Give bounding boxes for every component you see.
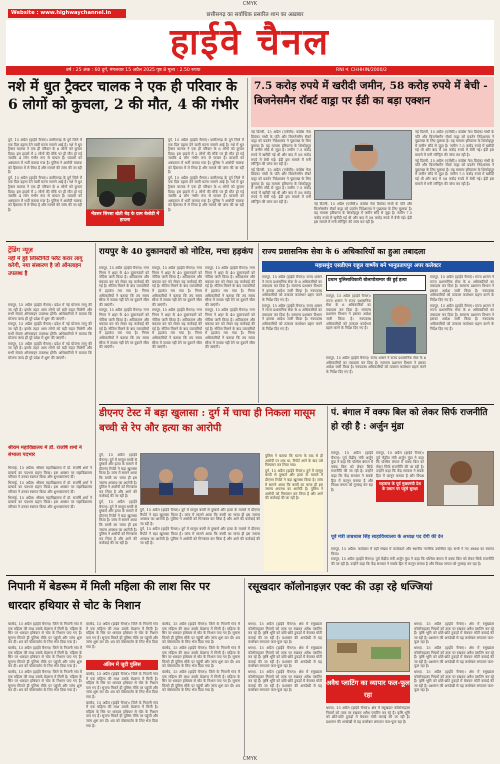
divider-vertical-left [95,243,96,573]
story4-body-col3: रायपुर, 15 अप्रैल (हाईवे चैनल)। राज्य शासन ने राज्य प्रशासनिक सेवा के 6 अधिकारियों का तबादला कर दिया है। सामान्य प्रशासन विभाग ने इसका आदेश जारी किया है। नवपदस्थ अधिकारियों को तत्काल कार्यभार ग्रहण करने के निर्देश दिए गए हैं। रायपुर, 15 अप्रैल (हाईवे चैनल)। राज्य शासन ने राज्य प्रशासनिक सेवा के 6 अधिकारियों का तबादला कर दिया है। सामान्य प्रशासन विभाग ने इसका आदेश जारी किया है। नवपदस्थ अधिकारियों को तत्काल कार्यभार ग्रहण करने के निर्देश दिए गए हैं। [430,275,494,331]
story1-headline: नशे में धुत ट्रैक्टर चालक ने एक ही परिवार के 6 लोगों को कुचला, 2 की मौत, 4 की गंभीर [8,79,239,113]
story1-body-col3: दुर्ग, 15 अप्रैल (हाईवे चैनल)। छत्तीसगढ़ के दुर्ग जिले में एक दिल दहला देने वाली घटना सामने आई है। नशे में धुत ट्रैक्टर चालक ने एक ही परिवार के 6 लोगों को कुचल दिया। इस हादसे में 2 लोगों की मौके पर ही मौत हो गई जबकि 4 लोग गंभीर रूप से घायल हैं। घायलों को अस्पताल में भर्ती कराया गया है। पुलिस ने आरोपी चालक को हिरासत में ले लिया है और मामले की जांच की जा रही है। दुर्ग, 15 अप्रैल (हाईवे चैनल)। छत्तीसगढ़ के दुर्ग जिले में एक दिल दहला देने वाली घटना सामने आई है। नशे में धुत ट्रैक्टर चालक ने एक ही परिवार के 6 लोगों को कुचल दिया। इस हादसे में 2 लोगों की मौके पर ही मौत हो गई जबकि 4 लोग गंभीर रूप से घायल हैं। घायलों को अस्पताल में भर्ती कराया गया है। पुलिस ने आरोपी चालक को हिरासत में ले लिया है और मामले की जांच की जा रही है। [168,138,244,212]
dateline: वर्ष : 25 अंक : 60 दुर्ग, मंगलवार 15 अप्रैल 2025 पृष्ठ 8 मूल्य : 2.50 रुपया [66,68,201,73]
divider-vertical-top [247,78,248,240]
story3-body-col2: रायपुर, 15 अप्रैल (हाईवे चैनल)। नगर निगम ने शहर के 40 दुकानदारों को नोटिस जारी किया है। अतिक्रमण और बकाया कर को लेकर यह कार्रवाई की गई है। नोटिस मिलने के बाद व्यापारियों में हड़कंप मच गया है। निगम अधिकारियों ने बताया कि तय समय सीमा में जवाब नहीं देने पर दुकानें सील की जाएंगी। रायपुर, 15 अप्रैल (हाईवे चैनल)। नगर निगम ने शहर के 40 दुकानदारों को नोटिस जारी किया है। अतिक्रमण और बकाया कर को लेकर यह कार्रवाई की गई है। नोटिस मिलने के बाद व्यापारियों में हड़कंप मच गया है। निगम अधिकारियों ने बताया कि तय समय सीमा में जवाब नहीं देने पर दुकानें सील की जाएंगी। [152,266,202,350]
story2-photo [314,130,412,200]
story2-body-col1: नई दिल्ली, 15 अप्रैल (एजेंसी)। कांग्रेस नेता प्रियंका गांधी के पति और बिजनेसमैन रॉबर्ट वाड्रा को प्रवर्तन निदेशालय ने पूछताछ के लिए बुलाया है। यह मामला हरियाणा के शिकोहपुर में जमीन सौदे से जुड़ा है। जमीन 7.5 करोड़ रुपये में खरीदी गई थी और बाद में 58 करोड़ रुपये में बेची गई। ईडी इस मामले में मनी लॉन्ड्रिंग की जांच कर रही है। नई दिल्ली, 15 अप्रैल (एजेंसी)। कांग्रेस नेता प्रियंका गांधी के पति और बिजनेसमैन रॉबर्ट वाड्रा को प्रवर्तन निदेशालय ने पूछताछ के लिए बुलाया है। यह मामला हरियाणा के शिकोहपुर में जमीन सौदे से जुड़ा है। जमीन 7.5 करोड़ रुपये में खरीदी गई थी और बाद में 58 करोड़ रुपये में बेची गई। ईडी इस मामले में मनी लॉन्ड्रिंग की जांच कर रही है। [251,130,311,204]
story2-headline-box [251,77,494,127]
story3-headline: रायपुर के 40 दुकानदारों को नोटिस, मचा हड़कंप [99,247,253,257]
story5-side-body: पुलिस ने बताया कि घटना के बाद से ही आरोपी पर शक था, रिपोर्ट आने के बाद उसे गिरफ्तार कर लिया गया। दुर्ग, 15 अप्रैल (हाईवे चैनल)। दुर्ग में मासूम बच्ची से दुष्कर्म और हत्या के मामले में डीएनए रिपोर्ट ने बड़ा खुलासा किया है। जांच में सामने आया कि बच्ची का चाचा ही इस जघन्य अपराध का आरोपी है। पुलिस ने आरोपी को गिरफ्तार कर लिया है और आगे की कार्रवाई की जा रही है। [264,453,324,571]
trending-sub-headline: श्रीराम महाविद्यालय में डॉ. राजर्षि शर्मा ने संभाला पदभार [8,445,82,458]
story4-body-col2: रायपुर, 15 अप्रैल (हाईवे चैनल)। राज्य शासन ने राज्य प्रशासनिक सेवा के 6 अधिकारियों का तबादला कर दिया है। सामान्य प्रशासन विभाग ने इसका आदेश जारी किया है। नवपदस्थ अधिकारियों को तत्काल कार्यभार ग्रहण करने के निर्देश दिए गए हैं। [326,356,426,374]
story7-box-text: अंतिम में जुटी पुलिस [103,662,141,668]
story5-photo [140,453,260,505]
dateline-bar [6,66,494,75]
story4-body-col1: रायपुर, 15 अप्रैल (हाईवे चैनल)। राज्य शासन ने राज्य प्रशासनिक सेवा के 6 अधिकारियों का तबादला कर दिया है। सामान्य प्रशासन विभाग ने इसका आदेश जारी किया है। नवपदस्थ अधिकारियों को तत्काल कार्यभार ग्रहण करने के निर्देश दिए गए हैं। रायपुर, 15 अप्रैल (हाईवे चैनल)। राज्य शासन ने राज्य प्रशासनिक सेवा के 6 अधिकारियों का तबादला कर दिया है। सामान्य प्रशासन विभाग ने इसका आदेश जारी किया है। नवपदस्थ अधिकारियों को तत्काल कार्यभार ग्रहण करने के निर्देश दिए गए हैं। [262,275,322,331]
story8-box [326,675,410,703]
plot-land-photo [327,623,410,672]
story7-body-col1: बालोद, 15 अप्रैल (हाईवे चैनल)। जिले के निपानी गांव में एक महिला की लाश उसके बेडरूम में मिली है। महिला के सिर पर धारदार हथियार से चोट के निशान पाए गए हैं। सूचना मिलते ही पुलिस मौके पर पहुंची और जांच शुरू कर दी। शव को पोस्टमार्टम के लिए भेज दिया गया है। बालोद, 15 अप्रैल (हाईवे चैनल)। जिले के निपानी गांव में एक महिला की लाश उसके बेडरूम में मिली है। महिला के सिर पर धारदार हथियार से चोट के निशान पाए गए हैं। सूचना मिलते ही पुलिस मौके पर पहुंची और जांच शुरू कर दी। शव को पोस्टमार्टम के लिए भेज दिया गया है। बालोद, 15 अप्रैल (हाईवे चैनल)। जिले के निपानी गांव में एक महिला की लाश उसके बेडरूम में मिली है। महिला के सिर पर धारदार हथियार से चोट के निशान पाए गए हैं। सूचना मिलते ही पुलिस मौके पर पहुंची और जांच शुरू कर दी। शव को पोस्टमार्टम के लिए भेज दिया गया है। [8,622,82,693]
website-bar: Website : www.highwaychannel.in [8,9,126,18]
story7-headline: निपानी में बेडरूम में मिली महिला की लाश सिर पर धारदार हथियार से चोट के निशान [8,580,210,612]
divider-horizontal-3 [6,575,494,576]
story8-body-col2: धमधा, 15 अप्रैल (हाईवे चैनल)। क्षेत्र में रसूखदार कॉलोनाइज़र नियमों को ताक पर रखकर अवैध प्लाटिंग कर रहे हैं। कृषि भूमि को छोटे-छोटे टुकड़ों में बेचकर मोटी कमाई की जा रही है। प्रशासन की अनदेखी से यह कारोबार लगातार फल-फूल रहा है। [326,706,410,724]
story6-sub-headline: पूर्व मंत्री ताम्रध्वज सिंह साहाविध्यालय के अध्यक्ष पद देंगी की देन [331,534,444,540]
story8-body-col1: धमधा, 15 अप्रैल (हाईवे चैनल)। क्षेत्र में रसूखदार कॉलोनाइज़र नियमों को ताक पर रखकर अवैध प्लाटिंग कर रहे हैं। कृषि भूमि को छोटे-छोटे टुकड़ों में बेचकर मोटी कमाई की जा रही है। प्रशासन की अनदेखी से यह कारोबार लगातार फल-फूल रहा है। धमधा, 15 अप्रैल (हाईवे चैनल)। क्षेत्र में रसूखदार कॉलोनाइज़र नियमों को ताक पर रखकर अवैध प्लाटिंग कर रहे हैं। कृषि भूमि को छोटे-छोटे टुकड़ों में बेचकर मोटी कमाई की जा रही है। प्रशासन की अनदेखी से यह कारोबार लगातार फल-फूल रहा है। धमधा, 15 अप्रैल (हाईवे चैनल)। क्षेत्र में रसूखदार कॉलोनाइज़र नियमों को ताक पर रखकर अवैध प्लाटिंग कर रहे हैं। कृषि भूमि को छोटे-छोटे टुकड़ों में बेचकर मोटी कमाई की जा रही है। प्रशासन की अनदेखी से यह कारोबार लगातार फल-फूल रहा है। [248,622,322,693]
story6-body-col1: रायपुर, 15 अप्रैल (हाईवे चैनल)। पूर्व केंद्रीय मंत्री अर्जुन मुंडा ने कहा कि पश्चिम बंगाल में वक्फ बिल को लेकर सिर्फ राजनीति की जा रही है। उन्होंने कहा कि केंद्र सरकार ने सबके हित में कानून बनाया है और विपक्ष जनता को गुमराह कर रहा है। [331,451,373,492]
divider-vertical-bottom [244,578,245,756]
story7-body-col3: बालोद, 15 अप्रैल (हाईवे चैनल)। जिले के निपानी गांव में एक महिला की लाश उसके बेडरूम में मिली है। महिला के सिर पर धारदार हथियार से चोट के निशान पाए गए हैं। सूचना मिलते ही पुलिस मौके पर पहुंची और जांच शुरू कर दी। शव को पोस्टमार्टम के लिए भेज दिया गया है। बालोद, 15 अप्रैल (हाईवे चैनल)। जिले के निपानी गांव में एक महिला की लाश उसके बेडरूम में मिली है। महिला के सिर पर धारदार हथियार से चोट के निशान पाए गए हैं। सूचना मिलते ही पुलिस मौके पर पहुंची और जांच शुरू कर दी। शव को पोस्टमार्टम के लिए भेज दिया गया है। बालोद, 15 अप्रैल (हाईवे चैनल)। जिले के निपानी गांव में एक महिला की लाश उसके बेडरूम में मिली है। महिला के सिर पर धारदार हथियार से चोट के निशान पाए गए हैं। सूचना मिलते ही पुलिस मौके पर पहुंची और जांच शुरू कर दी। शव को पोस्टमार्टम के लिए भेज दिया गया है। [162,622,240,693]
trending-sub-body: भिलाई, 15 अप्रैल। श्रीराम महाविद्यालय में डॉ. राजर्षि शर्मा ने प्राचार्य का पदभार ग्रहण किया। इस अवसर पर महाविद्यालय परिवार ने उनका स्वागत किया और शुभकामनाएं दीं। भिलाई, 15 अप्रैल। श्रीराम महाविद्यालय में डॉ. राजर्षि शर्मा ने प्राचार्य का पदभार ग्रहण किया। इस अवसर पर महाविद्यालय परिवार ने उनका स्वागत किया और शुभकामनाएं दीं। भिलाई, 15 अप्रैल। श्रीराम महाविद्यालय में डॉ. राजर्षि शर्मा ने प्राचार्य का पदभार ग्रहण किया। इस अवसर पर महाविद्यालय परिवार ने उनका स्वागत किया और शुभकामनाएं दीं। [8,466,92,509]
story7-red-box [86,660,158,670]
story8-box-text: अवैध प्लाटिंग का व्यापार फल-फूल रहा [326,679,410,699]
story4-headline: राज्य प्रशासनिक सेवा के 6 अधिकारियों का हुआ तबादला [262,247,426,256]
story8-photo [326,622,410,672]
story4-subhead-text: महासमुंद एसडीएम राहुल वार्ष्णेय बने भानुप्रतापपुर अपर कलेक्टर [315,263,441,269]
accident-photo [87,139,164,210]
story7-body-col2b: बालोद, 15 अप्रैल (हाईवे चैनल)। जिले के निपानी गांव में एक महिला की लाश उसके बेडरूम में मिली है। महिला के सिर पर धारदार हथियार से चोट के निशान पाए गए हैं। सूचना मिलते ही पुलिस मौके पर पहुंची और जांच शुरू कर दी। शव को पोस्टमार्टम के लिए भेज दिया गया है। बालोद, 15 अप्रैल (हाईवे चैनल)। जिले के निपानी गांव में एक महिला की लाश उसके बेडरूम में मिली है। महिला के सिर पर धारदार हथियार से चोट के निशान पाए गए हैं। सूचना मिलते ही पुलिस मौके पर पहुंची और जांच शुरू कर दी। शव को पोस्टमार्टम के लिए भेज दिया गया है। [86,672,158,728]
story6-red-box [376,480,424,502]
press-conference-photo [141,454,260,505]
story5-body-col2: दुर्ग, 15 अप्रैल (हाईवे चैनल)। दुर्ग में मासूम बच्ची से दुष्कर्म और हत्या के मामले में डीएनए रिपोर्ट ने बड़ा खुलासा किया है। जांच में सामने आया कि बच्ची का चाचा ही इस जघन्य अपराध का आरोपी है। पुलिस ने आरोपी को गिरफ्तार कर लिया है और आगे की कार्रवाई की जा रही है। दुर्ग, 15 अप्रैल (हाईवे चैनल)। दुर्ग में मासूम बच्ची से दुष्कर्म और हत्या के मामले में डीएनए रिपोर्ट ने बड़ा खुलासा किया है। जांच में सामने आया कि बच्ची का चाचा ही इस जघन्य अपराध का आरोपी है। पुलिस ने आरोपी को गिरफ्तार कर लिया है और आगे की कार्रवाई की जा रही है। [140,508,260,546]
story2-headline: 7.5 करोड़ रुपये में खरीदी जमीन, 58 करोड़ रुपये में बेची - बिजनेसमैन रॉबर्ट वाड्रा पर ईडी का बड़ा एक्शन [254,80,488,107]
person-portrait [315,131,412,200]
story3-body-col3: रायपुर, 15 अप्रैल (हाईवे चैनल)। नगर निगम ने शहर के 40 दुकानदारों को नोटिस जारी किया है। अतिक्रमण और बकाया कर को लेकर यह कार्रवाई की गई है। नोटिस मिलने के बाद व्यापारियों में हड़कंप मच गया है। निगम अधिकारियों ने बताया कि तय समय सीमा में जवाब नहीं देने पर दुकानें सील की जाएंगी। रायपुर, 15 अप्रैल (हाईवे चैनल)। नगर निगम ने शहर के 40 दुकानदारों को नोटिस जारी किया है। अतिक्रमण और बकाया कर को लेकर यह कार्रवाई की गई है। नोटिस मिलने के बाद व्यापारियों में हड़कंप मच गया है। निगम अधिकारियों ने बताया कि तय समय सीमा में जवाब नहीं देने पर दुकानें सील की जाएंगी। [205,266,255,350]
story8-headline: रसूखदार कॉलोनाइज़र एक्ट की उड़ा रहे धज्जियां [248,581,433,593]
story4-photo [373,294,427,354]
masthead-title-block [6,20,494,66]
rni-number: RNI नं. CHHHIN/2000/2 [336,68,387,73]
masthead-title: हाईवे चैनल [170,22,330,63]
story8-body-col3: धमधा, 15 अप्रैल (हाईवे चैनल)। क्षेत्र में रसूखदार कॉलोनाइज़र नियमों को ताक पर रखकर अवैध प्लाटिंग कर रहे हैं। कृषि भूमि को छोटे-छोटे टुकड़ों में बेचकर मोटी कमाई की जा रही है। प्रशासन की अनदेखी से यह कारोबार लगातार फल-फूल रहा है। धमधा, 15 अप्रैल (हाईवे चैनल)। क्षेत्र में रसूखदार कॉलोनाइज़र नियमों को ताक पर रखकर अवैध प्लाटिंग कर रहे हैं। कृषि भूमि को छोटे-छोटे टुकड़ों में बेचकर मोटी कमाई की जा रही है। प्रशासन की अनदेखी से यह कारोबार लगातार फल-फूल रहा है। धमधा, 15 अप्रैल (हाईवे चैनल)। क्षेत्र में रसूखदार कॉलोनाइज़र नियमों को ताक पर रखकर अवैध प्लाटिंग कर रहे हैं। कृषि भूमि को छोटे-छोटे टुकड़ों में बेचकर मोटी कमाई की जा रही है। प्रशासन की अनदेखी से यह कारोबार लगातार फल-फूल रहा है। [414,622,494,693]
story5-headline: डीएनए टेस्ट में बड़ा खुलासा : दुर्ग में चाचा ही निकला मासूम बच्ची से रेप और हत्या का आरोपी [99,408,316,434]
masthead-tagline: छत्तीसगढ़ का सर्वाधिक प्रसारित शाम का अख़बार [206,12,304,18]
story6-box-text: महाराज के पूर्व मुख्यमंत्री देश के प्रधान पर पहुंचे सुरक्षा [379,481,421,491]
divider-horizontal-2 [99,404,494,405]
divider-horizontal-1 [6,241,494,242]
story5-body-col1: दुर्ग, 15 अप्रैल (हाईवे चैनल)। दुर्ग में मासूम बच्ची से दुष्कर्म और हत्या के मामले में डीएनए रिपोर्ट ने बड़ा खुलासा किया है। जांच में सामने आया कि बच्ची का चाचा ही इस जघन्य अपराध का आरोपी है। पुलिस ने आरोपी को गिरफ्तार कर लिया है और आगे की कार्रवाई की जा रही है। दुर्ग, 15 अप्रैल (हाईवे चैनल)। दुर्ग में मासूम बच्ची से दुष्कर्म और हत्या के मामले में डीएनए रिपोर्ट ने बड़ा खुलासा किया है। जांच में सामने आया कि बच्ची का चाचा ही इस जघन्य अपराध का आरोपी है। पुलिस ने आरोपी को गिरफ्तार कर लिया है और आगे की कार्रवाई की जा रही है। [99,453,137,546]
story2-body-col3: नई दिल्ली, 15 अप्रैल (एजेंसी)। कांग्रेस नेता प्रियंका गांधी के पति और बिजनेसमैन रॉबर्ट वाड्रा को प्रवर्तन निदेशालय ने पूछताछ के लिए बुलाया है। यह मामला हरियाणा के शिकोहपुर में जमीन सौदे से जुड़ा है। जमीन 7.5 करोड़ रुपये में खरीदी गई थी और बाद में 58 करोड़ रुपये में बेची गई। ईडी इस मामले में मनी लॉन्ड्रिंग की जांच कर रही है। नई दिल्ली, 15 अप्रैल (एजेंसी)। कांग्रेस नेता प्रियंका गांधी के पति और बिजनेसमैन रॉबर्ट वाड्रा को प्रवर्तन निदेशालय ने पूछताछ के लिए बुलाया है। यह मामला हरियाणा के शिकोहपुर में जमीन सौदे से जुड़ा है। जमीन 7.5 करोड़ रुपये में खरीदी गई थी और बाद में 58 करोड़ रुपये में बेची गई। ईडी इस मामले में मनी लॉन्ड्रिंग की जांच कर रही है। [415,130,494,186]
story4-subhead [262,261,494,272]
cmyk-label-bottom: CMYK [242,756,258,762]
story4-box [326,275,426,291]
official-portrait [374,295,427,354]
divider-vertical-mid [258,243,259,403]
story1-body-col1: दुर्ग, 15 अप्रैल (हाईवे चैनल)। छत्तीसगढ़ के दुर्ग जिले में एक दिल दहला देने वाली घटना सामने आई है। नशे में धुत ट्रैक्टर चालक ने एक ही परिवार के 6 लोगों को कुचल दिया। इस हादसे में 2 लोगों की मौके पर ही मौत हो गई जबकि 4 लोग गंभीर रूप से घायल हैं। घायलों को अस्पताल में भर्ती कराया गया है। पुलिस ने आरोपी चालक को हिरासत में ले लिया है और मामले की जांच की जा रही है। दुर्ग, 15 अप्रैल (हाईवे चैनल)। छत्तीसगढ़ के दुर्ग जिले में एक दिल दहला देने वाली घटना सामने आई है। नशे में धुत ट्रैक्टर चालक ने एक ही परिवार के 6 लोगों को कुचल दिया। इस हादसे में 2 लोगों की मौके पर ही मौत हो गई जबकि 4 लोग गंभीर रूप से घायल हैं। घायलों को अस्पताल में भर्ती कराया गया है। पुलिस ने आरोपी चालक को हिरासत में ले लिया है और मामले की जांच की जा रही है। [8,138,82,212]
story1-photo-caption: भेंडसर सिरसा खेती बेड़ के ग्राम बेलोडी में हादसा [86,210,164,226]
story7-body-col2: बालोद, 15 अप्रैल (हाईवे चैनल)। जिले के निपानी गांव में एक महिला की लाश उसके बेडरूम में मिली है। महिला के सिर पर धारदार हथियार से चोट के निशान पाए गए हैं। सूचना मिलते ही पुलिस मौके पर पहुंची और जांच शुरू कर दी। शव को पोस्टमार्टम के लिए भेज दिया गया है। [86,622,158,649]
story2-body-under-photo: नई दिल्ली, 15 अप्रैल (एजेंसी)। कांग्रेस नेता प्रियंका गांधी के पति और बिजनेसमैन रॉबर्ट वाड्रा को प्रवर्तन निदेशालय ने पूछताछ के लिए बुलाया है। यह मामला हरियाणा के शिकोहपुर में जमीन सौदे से जुड़ा है। जमीन 7.5 करोड़ रुपये में खरीदी गई थी और बाद में 58 करोड़ रुपये में बेची गई। ईडी इस मामले में मनी लॉन्ड्रिंग की जांच कर रही है। [314,202,412,225]
story6-photo [427,451,494,506]
story4-box-body: रायपुर, 15 अप्रैल (हाईवे चैनल)। राज्य शासन ने राज्य प्रशासनिक सेवा के 6 अधिकारियों का तबादला कर दिया है। सामान्य प्रशासन विभाग ने इसका आदेश जारी किया है। नवपदस्थ अधिकारियों को तत्काल कार्यभार ग्रहण करने के निर्देश दिए गए हैं। [326,294,371,331]
story1-photo [86,138,164,210]
trending-body: रायपुर, 15 अप्रैल (हाईवे चैनल)। प्रदेश में नई योजना लागू की जा रही है। इसके तहत आम लोगों को बड़ी राहत मिलेगी और सभी सेवाएं ऑनलाइन उपलब्ध होंगी। अधिकारियों ने बताया कि योजना जल्द ही पूरे प्रदेश में शुरू की जाएगी। रायपुर, 15 अप्रैल (हाईवे चैनल)। प्रदेश में नई योजना लागू की जा रही है। इसके तहत आम लोगों को बड़ी राहत मिलेगी और सभी सेवाएं ऑनलाइन उपलब्ध होंगी। अधिकारियों ने बताया कि योजना जल्द ही पूरे प्रदेश में शुरू की जाएगी। रायपुर, 15 अप्रैल (हाईवे चैनल)। प्रदेश में नई योजना लागू की जा रही है। इसके तहत आम लोगों को बड़ी राहत मिलेगी और सभी सेवाएं ऑनलाइन उपलब्ध होंगी। अधिकारियों ने बताया कि योजना जल्द ही पूरे प्रदेश में शुरू की जाएगी। [8,303,92,360]
story6-headline: पं. बंगाल में वक्फ बिल को लेकर सिर्फ राजनीति हो रही है : अर्जुन मुंडा [331,408,488,432]
story6-sub-body: रायपुर, 15 अप्रैल। कार्यक्रम में बड़ी संख्या में कार्यकर्ता और स्थानीय नागरिक उपस्थित रहे। सभी ने नए अध्यक्ष का स्वागत किया। रायपुर, 15 अप्रैल (हाईवे चैनल)। पूर्व केंद्रीय मंत्री अर्जुन मुंडा ने कहा कि पश्चिम बंगाल में वक्फ बिल को लेकर सिर्फ राजनीति की जा रही है। उन्होंने कहा कि केंद्र सरकार ने सबके हित में कानून बनाया है और विपक्ष जनता को गुमराह कर रहा है। [331,547,494,566]
story3-body-col1: रायपुर, 15 अप्रैल (हाईवे चैनल)। नगर निगम ने शहर के 40 दुकानदारों को नोटिस जारी किया है। अतिक्रमण और बकाया कर को लेकर यह कार्रवाई की गई है। नोटिस मिलने के बाद व्यापारियों में हड़कंप मच गया है। निगम अधिकारियों ने बताया कि तय समय सीमा में जवाब नहीं देने पर दुकानें सील की जाएंगी। रायपुर, 15 अप्रैल (हाईवे चैनल)। नगर निगम ने शहर के 40 दुकानदारों को नोटिस जारी किया है। अतिक्रमण और बकाया कर को लेकर यह कार्रवाई की गई है। नोटिस मिलने के बाद व्यापारियों में हड़कंप मच गया है। निगम अधिकारियों ने बताया कि तय समय सीमा में जवाब नहीं देने पर दुकानें सील की जाएंगी। [99,266,149,350]
politician-portrait [428,452,494,506]
cmyk-label-top: CMYK [242,1,258,7]
story6-body-col2: रायपुर, 15 अप्रैल (हाईवे चैनल)। पूर्व केंद्रीय मंत्री अर्जुन मुंडा ने कहा कि पश्चिम बंगाल में वक्फ बिल को लेकर सिर्फ राजनीति की जा रही है। उन्होंने कहा कि केंद्र सरकार ने सबके हित में कानून बनाया है और विपक्ष [376,451,424,478]
story4-box-headline: प्रधान पुलिसाधिकारी बोलापोत्रामार की हुई हत्या [328,278,407,283]
trending-label: ट्रेंडिंग न्यूज़ [8,246,33,254]
divider-vertical-mid2 [327,406,328,572]
trending-headline: नहीं में हुई लिस्टिंगिंटी फ्लैट करार लागू करेगी, नया संस्करण है जो ऑनलाइन उपलब्ध है [8,256,83,277]
